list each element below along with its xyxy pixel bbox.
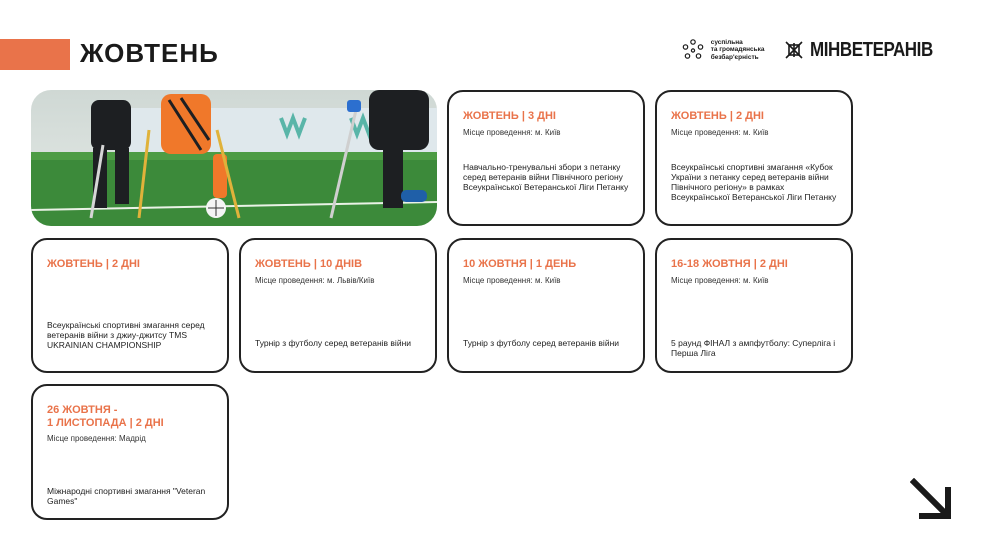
accessibility-dots-icon xyxy=(681,38,705,62)
event-description: Всеукраїнські спортивні змагання «Кубок України з петанку серед ветеранів війни Північного регіону» в рамках Всеукраїнської Ветеранської Ліги Петанку xyxy=(671,162,837,202)
event-date: ЖОВТЕНЬ | 2 ДНІ xyxy=(47,258,140,270)
logo-bf-line-3: безбар'єрність xyxy=(710,53,759,61)
event-date: ЖОВТЕНЬ | 3 ДНІ xyxy=(463,110,556,122)
event-date: ЖОВТЕНЬ | 2 ДНІ xyxy=(671,110,764,122)
amputee-football-photo xyxy=(31,90,437,226)
event-description: Всеукраїнські спортивні змагання серед ветеранів війни з джиу-джитсу TMS UKRAINIAN CHAMPIONSHIP xyxy=(47,320,205,350)
minveteraniv-logo xyxy=(783,39,954,62)
title-accent-bar xyxy=(0,39,70,70)
event-venue: Місце проведення: м. Львів/Київ xyxy=(255,276,375,285)
logo-bf-line-2: та громадянська xyxy=(710,46,765,54)
event-date: 10 ЖОВТНЯ | 1 ДЕНЬ xyxy=(463,258,577,270)
event-date-line-1: 26 ЖОВТНЯ - xyxy=(47,404,118,416)
event-description: Міжнародні спортивні змагання "Veteran Games" xyxy=(47,486,206,506)
event-description: Навчально-тренувальні збори з петанку серед ветеранів війни Північного регіону Всеукраїнської Ветеранської Ліги Петанку xyxy=(463,162,629,192)
bezbariernist-logo xyxy=(681,38,765,62)
page-title: ЖОВТЕНЬ xyxy=(80,38,219,68)
event-description: Турнір з футболу серед ветеранів війни xyxy=(255,338,412,348)
logo-bf-line-1: суспільна xyxy=(710,38,743,46)
event-card xyxy=(239,238,437,373)
event-description: Турнір з футболу серед ветеранів війни xyxy=(463,338,620,348)
event-card xyxy=(655,238,853,373)
event-venue: Місце проведення: м. Київ xyxy=(671,276,769,285)
trident-emblem-icon xyxy=(783,39,805,61)
event-description: 5 раунд ФІНАЛ з ампфутболу: Суперліга і Перша Ліга xyxy=(671,338,836,358)
event-venue: Місце проведення: м. Київ xyxy=(463,128,561,137)
event-card xyxy=(447,238,645,373)
event-date-line-2: 1 ЛИСТОПАДА | 2 ДНІ xyxy=(47,417,164,429)
event-date: ЖОВТЕНЬ | 10 ДНІВ xyxy=(255,258,363,270)
event-card xyxy=(31,238,229,373)
event-venue: Місце проведення: м. Київ xyxy=(671,128,769,137)
event-date xyxy=(47,404,219,430)
event-venue: Місце проведення: Мадрід xyxy=(47,434,146,443)
header-logos xyxy=(681,38,954,62)
event-card xyxy=(655,90,853,226)
event-card xyxy=(447,90,645,226)
event-venue: Місце проведення: м. Київ xyxy=(463,276,561,285)
logo-mv-text: МІНВЕТЕРАНІВ xyxy=(809,38,933,61)
event-card xyxy=(31,384,229,520)
event-date: 16-18 ЖОВТНЯ | 2 ДНІ xyxy=(671,258,788,270)
arrow-down-right-icon[interactable] xyxy=(910,478,954,522)
